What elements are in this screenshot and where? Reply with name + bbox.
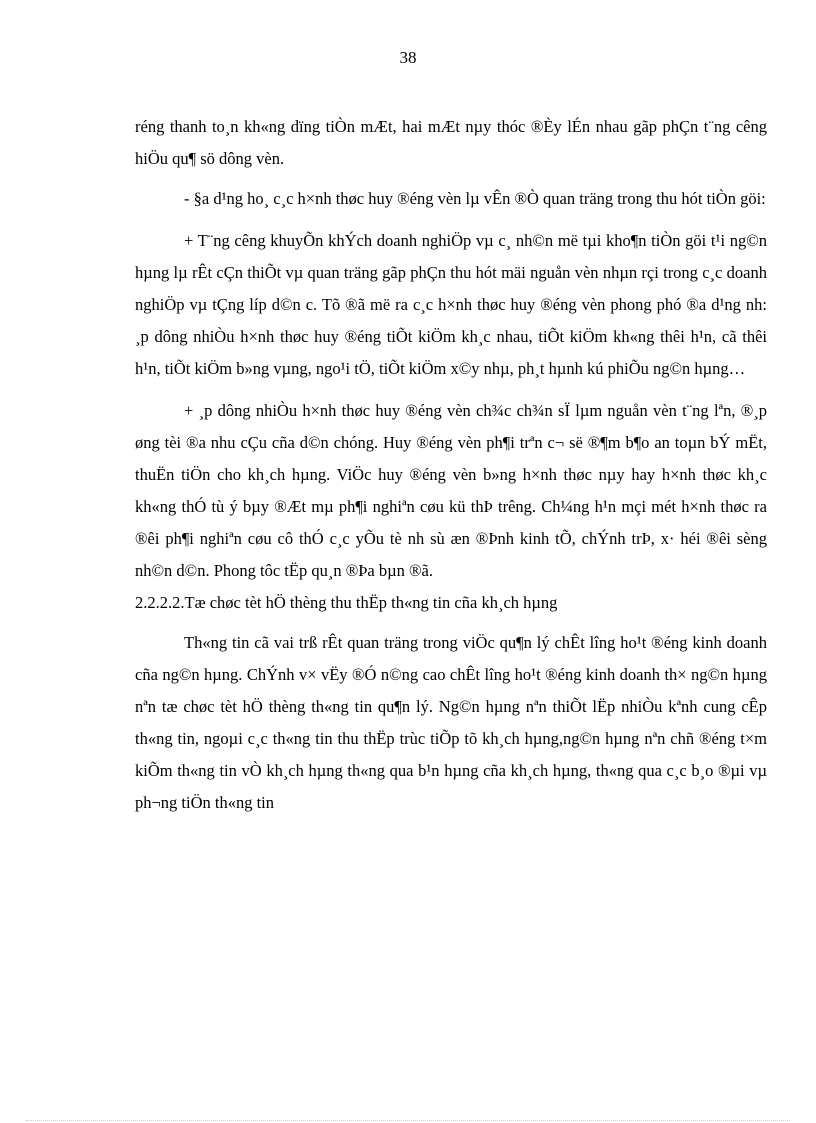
paragraph-4: + ¸p dông nhiÒu h×nh thøc huy ®éng vèn ch¾c ch¾n sÏ lµm nguån vèn t¨ng lªn, ®¸p øng tèi ®a nhu cÇu cña d©n chóng. Huy ®éng vèn ph¶i trªn c¬ së ®¶m b¶o an toµn bÝ mËt, thuËn tiÖn cho kh¸ch hµng. ViÖc huy ®éng vèn b»ng h×nh thøc nµy hay h×nh thøc kh¸c kh«ng thÓ tù ý bµy ®Æt mµ ph¶i nghiªn cøu kü thÞ trêng. Ch¼ng h¹n mçi mét h×nh thøc ra ®êi ph¶i nghiªn cøu cô thÓ c¸c yÕu tè nh sù æn ®Þnh kinh tÕ, chÝnh trÞ, x· héi ®êi sèng nh©n d©n. Phong tôc tËp qu¸n ®Þa bµn ®ã. [135, 401, 767, 580]
paragraph-2: - §a d¹ng ho¸ c¸c h×nh thøc huy ®éng vèn lµ vÊn ®Ò quan träng trong thu hót tiÒn göi: [184, 189, 766, 208]
paragraph-5: Th«ng tin cã vai trß rÊt quan träng trong viÖc qu¶n lý chÊt lîng ho¹t ®éng kinh doanh cña ng©n hµng. ChÝnh v× vËy ®Ó n©ng cao chÊt lîng ho¹t ®éng kinh doanh th× ng©n hµng nªn tæ chøc tèt hÖ thèng th«ng tin qu¶n lý. Ng©n hµng nªn thiÕt lËp nhiÒu kªnh cung cÊp th«ng tin, ngoµi c¸c th«ng tin thu thËp trùc tiÕp tõ kh¸ch hµng,ng©n hµng nªn chñ ®éng t×m kiÕm th«ng tin vÒ kh¸ch hµng th«ng qua b¹n hµng cña kh¸ch hµng, th«ng qua c¸c b¸o ®µi vµ ph¬ng tiÖn th«ng tin [135, 633, 767, 812]
paragraph-3: + T¨ng cêng khuyÕn khÝch doanh nghiÖp vµ c¸ nh©n më tµi kho¶n tiÒn göi t¹i ng©n hµng lµ rÊt cÇn thiÕt vµ quan träng gãp phÇn thu hót mäi nguån vèn nhµn rçi trong c¸c doanh nghiÖp vµ tÇng líp d©n c. Tõ ®ã më ra c¸c h×nh thøc huy ®éng vèn phong phó ®a d¹ng nh: ¸p dông nhiÒu h×nh thøc huy ®éng tiÕt kiÖm kh¸c nhau, tiÕt kiÖm kh«ng thêi h¹n, cã thêi h¹n, tiÕt kiÖm b»ng vµng, ngo¹i tÖ, tiÕt kiÖm x©y nhµ, ph¸t hµnh kú phiÕu ng©n hµng… [135, 231, 767, 378]
body-text [135, 111, 767, 819]
page-number: 38 [399, 48, 417, 67]
bottom-dotted-rule [26, 1120, 790, 1121]
paragraph-1: réng thanh to¸n kh«ng dïng tiÒn mÆt, hai mÆt nµy thóc ®Èy lÉn nhau gãp phÇn t¨ng cêng hiÖu qu¶ sö dông vèn. [135, 117, 767, 168]
section-heading: 2.2.2.2.Tæ chøc tèt hÖ thèng thu thËp th«ng tin cña kh¸ch hµng [135, 593, 558, 612]
